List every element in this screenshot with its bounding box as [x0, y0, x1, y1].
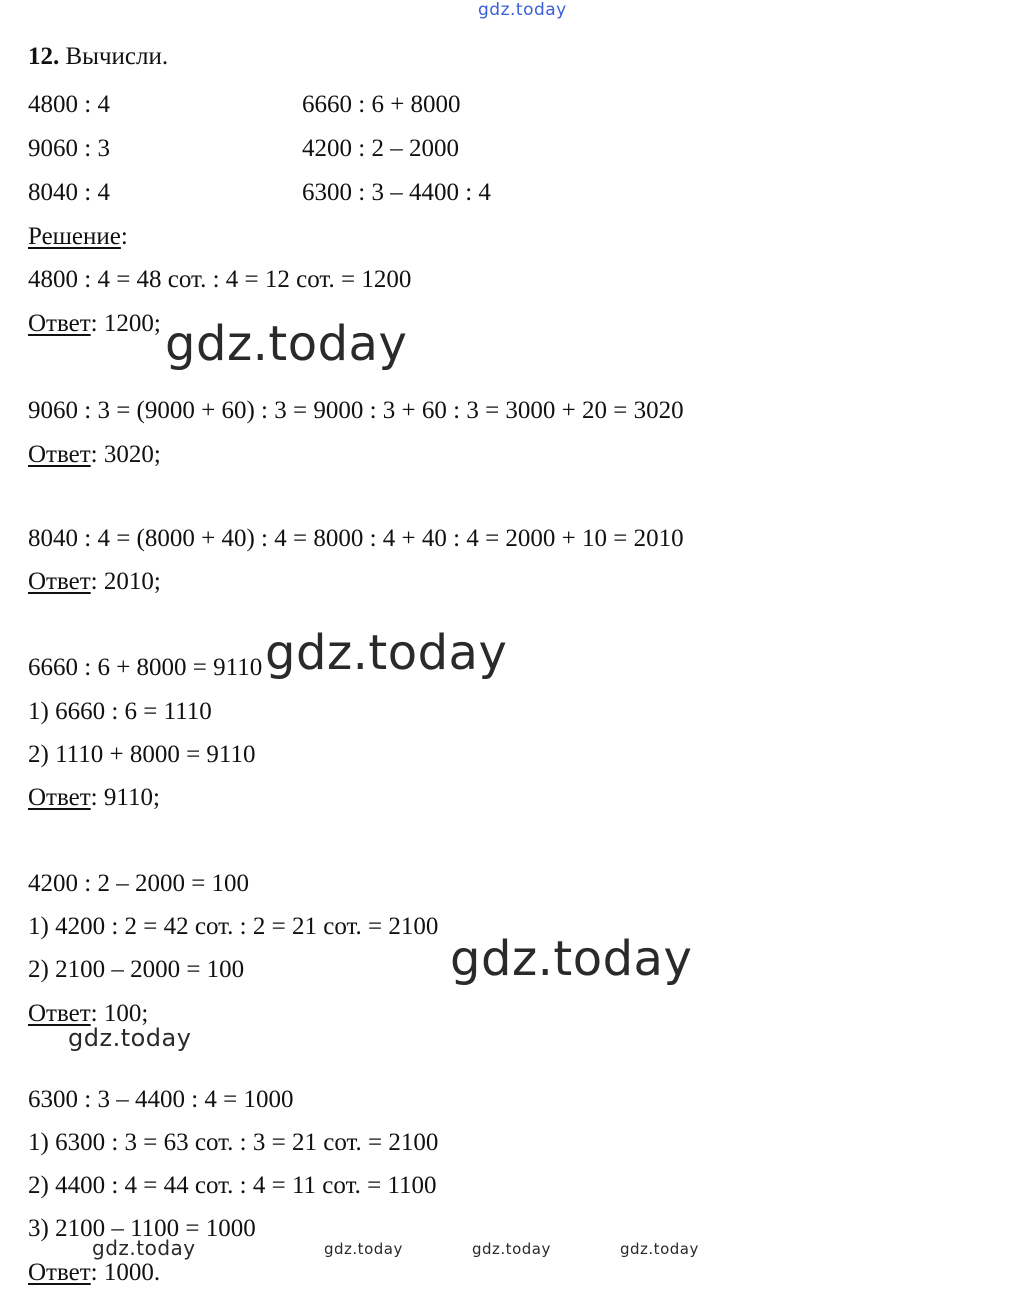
answer-label: Ответ: [28, 1000, 91, 1027]
step-6-3: 3) 2100 – 1100 = 1000: [28, 1215, 256, 1242]
solution-line-2: 9060 : 3 = (9000 + 60) : 3 = 9000 : 3 + 60 : 3 = 3000 + 20 = 3020: [28, 397, 684, 424]
answer-value: : 1000.: [90, 1259, 161, 1286]
answer-value: : 1200;: [90, 310, 161, 337]
answer-label: Ответ: [28, 784, 91, 811]
solution-label: Решение: [28, 223, 121, 250]
step-5-2: 2) 2100 – 2000 = 100: [28, 956, 245, 983]
watermark-6: gdz.today: [324, 1240, 403, 1258]
answer-label: Ответ: [28, 568, 91, 595]
exercise-title: Вычисли.: [65, 43, 169, 70]
exercise-header: [28, 42, 168, 72]
watermark-top: gdz.today: [478, 0, 567, 20]
answer-6: [28, 1258, 160, 1288]
answer-value: : 2010;: [90, 568, 161, 595]
step-4-2: 2) 1110 + 8000 = 9110: [28, 741, 256, 768]
task-left-2: 9060 : 3: [28, 135, 110, 162]
answer-4: [28, 783, 160, 813]
step-5-1: 1) 4200 : 2 = 42 сот. : 2 = 21 сот. = 2100: [28, 913, 439, 940]
watermark-4: gdz.today: [68, 1024, 192, 1052]
watermark-2: gdz.today: [265, 625, 508, 681]
solution-line-6: 6300 : 3 – 4400 : 4 = 1000: [28, 1086, 294, 1113]
step-4-1: 1) 6660 : 6 = 1110: [28, 698, 212, 725]
solution-line-3: 8040 : 4 = (8000 + 40) : 4 = 8000 : 4 + 40 : 4 = 2000 + 10 = 2010: [28, 525, 684, 552]
task-right-3: 6300 : 3 – 4400 : 4: [302, 179, 491, 206]
answer-value: : 100;: [90, 1000, 149, 1027]
step-6-1: 1) 6300 : 3 = 63 сот. : 3 = 21 сот. = 2100: [28, 1129, 439, 1156]
task-left-3: 8040 : 4: [28, 179, 110, 206]
answer-value: : 9110;: [90, 784, 160, 811]
watermark-1: gdz.today: [165, 316, 408, 372]
solution-line-4: 6660 : 6 + 8000 = 9110: [28, 654, 263, 681]
task-left-1: 4800 : 4: [28, 91, 110, 118]
task-right-1: 6660 : 6 + 8000: [302, 91, 461, 118]
watermark-7: gdz.today: [472, 1240, 551, 1258]
solution-heading: Решение:: [28, 223, 128, 250]
answer-value: : 3020;: [90, 441, 161, 468]
answer-2: [28, 440, 161, 470]
answer-label: Ответ: [28, 310, 91, 337]
step-6-2: 2) 4400 : 4 = 44 сот. : 4 = 11 сот. = 1100: [28, 1172, 437, 1199]
answer-label: Ответ: [28, 1259, 91, 1286]
exercise-number: 12.: [28, 43, 60, 70]
task-right-2: 4200 : 2 – 2000: [302, 135, 459, 162]
watermark-5: gdz.today: [92, 1236, 196, 1260]
solution-line-5: 4200 : 2 – 2000 = 100: [28, 870, 250, 897]
answer-3: [28, 567, 161, 597]
watermark-8: gdz.today: [620, 1240, 699, 1258]
answer-1: [28, 309, 161, 339]
solution-line-1: 4800 : 4 = 48 сот. : 4 = 12 сот. = 1200: [28, 266, 412, 293]
answer-label: Ответ: [28, 441, 91, 468]
watermark-3: gdz.today: [450, 931, 693, 987]
